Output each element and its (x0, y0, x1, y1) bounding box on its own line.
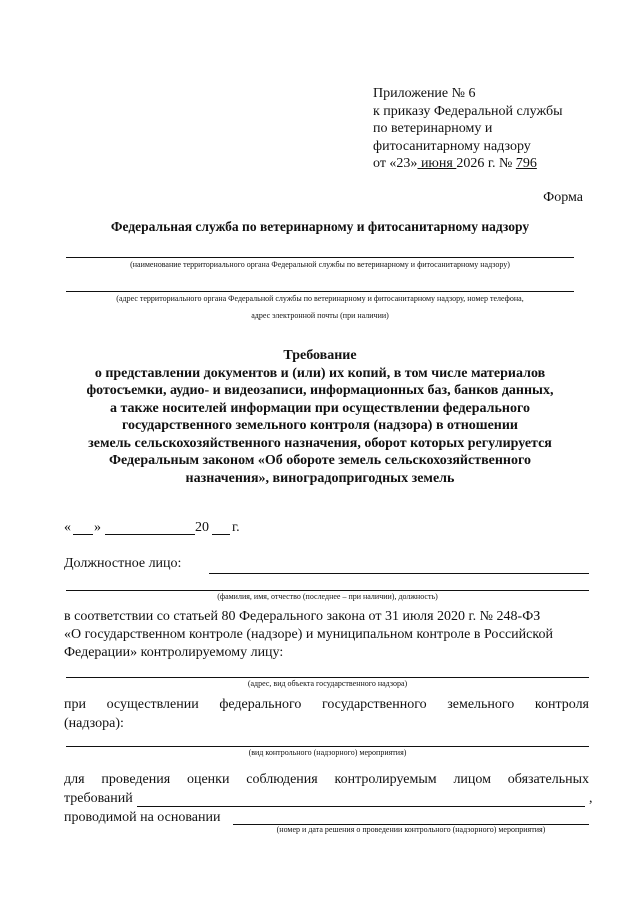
date-year-field[interactable] (212, 534, 230, 535)
appendix-day: от «23» (373, 156, 418, 171)
form-label: Форма (543, 190, 583, 205)
appendix-order-date (373, 155, 562, 173)
title-line: фотосъемки, аудио- и видеозаписи, информационных баз, банков данных, (86, 383, 554, 398)
title-line: о представлении документов и (или) их копий, в том числе материалов (94, 365, 546, 381)
date-year-suffix: г. (232, 520, 240, 535)
territorial-body-line (66, 257, 574, 258)
date-open-quote: « (64, 520, 71, 535)
event-type-field[interactable] (66, 746, 589, 747)
basis-label: проводимой на основании (64, 810, 221, 825)
title-line: Федеральным законом «Об обороте земель сельскохозяйственного (109, 453, 531, 468)
official-field-2[interactable] (66, 590, 589, 591)
purpose-line-2-comma: , (589, 791, 593, 806)
address-caption-1: (адрес территориального органа Федеральной службы по ветеринарному и фитосанитарному надзору, номер телефона, (116, 294, 524, 303)
event-type-caption: (вид контрольного (надзорного) мероприятия) (248, 748, 407, 757)
appendix-number: Приложение № 6 (373, 86, 476, 101)
address-line (66, 291, 574, 292)
appendix-line-order: к приказу Федеральной службы (373, 103, 563, 119)
title-line: государственного земельного контроля (надзора) в отношении (121, 418, 518, 433)
date-month-field[interactable] (105, 534, 195, 535)
date-year-prefix: 20 (195, 520, 209, 535)
legal-basis-line: в соответствии со статьей 80 Федерального закона от 31 июля 2020 г. № 248-ФЗ (64, 609, 541, 624)
requirements-field[interactable] (137, 806, 585, 807)
appendix-block (373, 85, 562, 173)
address-caption-2: адрес электронной почты (при наличии) (251, 311, 389, 320)
appendix-line-phyto: фитосанитарному надзору (373, 138, 531, 154)
date-day-field[interactable] (73, 534, 93, 535)
agency-name: Федеральная служба по ветеринарному и фитосанитарному надзору (110, 219, 530, 234)
appendix-month: июня (417, 156, 457, 171)
purpose-line-2-label: требований (64, 791, 133, 806)
title-heading: Требование (283, 348, 357, 363)
date-line (64, 519, 264, 539)
official-caption: (фамилия, имя, отчество (последнее – при наличии), должность) (217, 592, 438, 601)
during-line-1: при осуществлении федерального государственного земельного контроля (64, 697, 589, 712)
legal-basis-line: «О государственном контроле (надзоре) и муниципальном контроле в Российской (64, 627, 553, 642)
appendix-year: 2026 г. № (456, 156, 516, 171)
title-line: а также носителей информации при осуществлении федерального (109, 400, 531, 416)
document-title (40, 347, 600, 487)
official-field[interactable] (209, 573, 589, 574)
address-object-field[interactable] (66, 677, 589, 678)
appendix-order-number: 796 (515, 156, 537, 171)
appendix-line-vet: по ветеринарному и (373, 121, 493, 136)
official-label: Должностное лицо: (64, 556, 182, 571)
address-object-caption: (адрес, вид объекта государственного надзора) (247, 679, 408, 688)
purpose-line-1: для проведения оценки соблюдения контролируемым лицом обязательных (64, 772, 589, 787)
legal-basis-line: Федерации» контролируемому лицу: (64, 645, 284, 660)
territorial-body-caption: (наименование территориального органа Федеральной службы по ветеринарному и фитосанитарному надзору) (130, 260, 510, 269)
title-line: назначения», виноградопригодных земель (185, 470, 455, 486)
title-line: земель сельскохозяйственного назначения, оборот которых регулируется (88, 435, 552, 451)
date-close-quote: » (94, 520, 101, 535)
during-line-2: (надзора): (64, 716, 124, 731)
decision-caption: (номер и дата решения о проведении контрольного (надзорного) мероприятия) (276, 825, 546, 834)
legal-basis (64, 608, 604, 662)
